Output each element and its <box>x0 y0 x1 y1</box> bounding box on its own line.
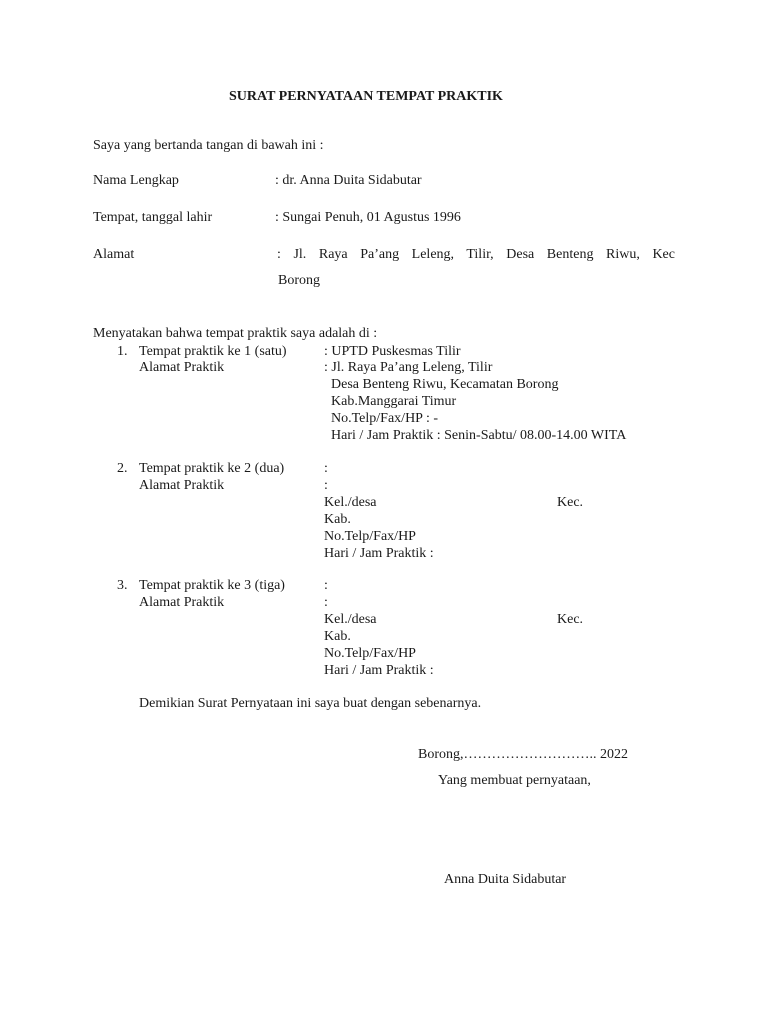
closing-text: Demikian Surat Pernyataan ini saya buat dengan sebenarnya. <box>139 696 482 711</box>
place-value: : <box>324 461 328 476</box>
place-number: 2. <box>117 461 128 476</box>
regency-line: Kab.Manggarai Timur <box>331 394 457 409</box>
place-number: 1. <box>117 344 128 359</box>
place-value: : UPTD Puskesmas Tilir <box>324 344 461 359</box>
phone-line: No.Telp/Fax/HP : - <box>331 411 438 426</box>
name-value: : dr. Anna Duita Sidabutar <box>275 173 422 188</box>
village-line: Kel./desa <box>324 612 377 627</box>
place-label: Tempat praktik ke 3 (tiga) <box>139 578 285 593</box>
practice-address-label: Alamat Praktik <box>139 478 225 493</box>
village-line: Kel./desa <box>324 495 377 510</box>
hours-line: Hari / Jam Praktik : <box>324 546 434 561</box>
district-line: Kec. <box>557 612 584 627</box>
phone-line: No.Telp/Fax/HP <box>324 646 416 661</box>
name-label: Nama Lengkap <box>93 173 179 188</box>
hours-line: Hari / Jam Praktik : Senin-Sabtu/ 08.00-14.00 WITA <box>331 428 627 443</box>
village-line: Desa Benteng Riwu, Kecamatan Borong <box>331 377 559 392</box>
practice-address-label: Alamat Praktik <box>139 595 225 610</box>
practice-address-value: : <box>324 478 328 493</box>
address-label: Alamat <box>93 247 135 262</box>
practice-address-value: : Jl. Raya Pa’ang Leleng, Tilir <box>324 360 493 375</box>
birth-value: : Sungai Penuh, 01 Agustus 1996 <box>275 210 461 225</box>
regency-line: Kab. <box>324 629 351 644</box>
regency-line: Kab. <box>324 512 351 527</box>
place-number: 3. <box>117 578 128 593</box>
hours-line: Hari / Jam Praktik : <box>324 663 434 678</box>
signature-name: Anna Duita Sidabutar <box>444 872 567 887</box>
address-value-line1: : Jl. Raya Pa’ang Leleng, Tilir, Desa Benteng Riwu, Kec <box>277 247 675 262</box>
place-label: Tempat praktik ke 1 (satu) <box>139 344 287 359</box>
birth-label: Tempat, tanggal lahir <box>93 210 213 225</box>
address-value-line2: Borong <box>278 273 320 288</box>
signature-role: Yang membuat pernyataan, <box>438 773 591 788</box>
phone-line: No.Telp/Fax/HP <box>324 529 416 544</box>
practice-address-label: Alamat Praktik <box>139 360 225 375</box>
practice-address-value: : <box>324 595 328 610</box>
place-value: : <box>324 578 328 593</box>
statement-text: Menyatakan bahwa tempat praktik saya adalah di : <box>93 326 378 341</box>
document-title: SURAT PERNYATAAN TEMPAT PRAKTIK <box>229 89 503 104</box>
intro-text: Saya yang bertanda tangan di bawah ini : <box>93 138 324 153</box>
place-label: Tempat praktik ke 2 (dua) <box>139 461 285 476</box>
district-line: Kec. <box>557 495 584 510</box>
signature-place-date: Borong,……………………….. 2022 <box>418 747 628 762</box>
